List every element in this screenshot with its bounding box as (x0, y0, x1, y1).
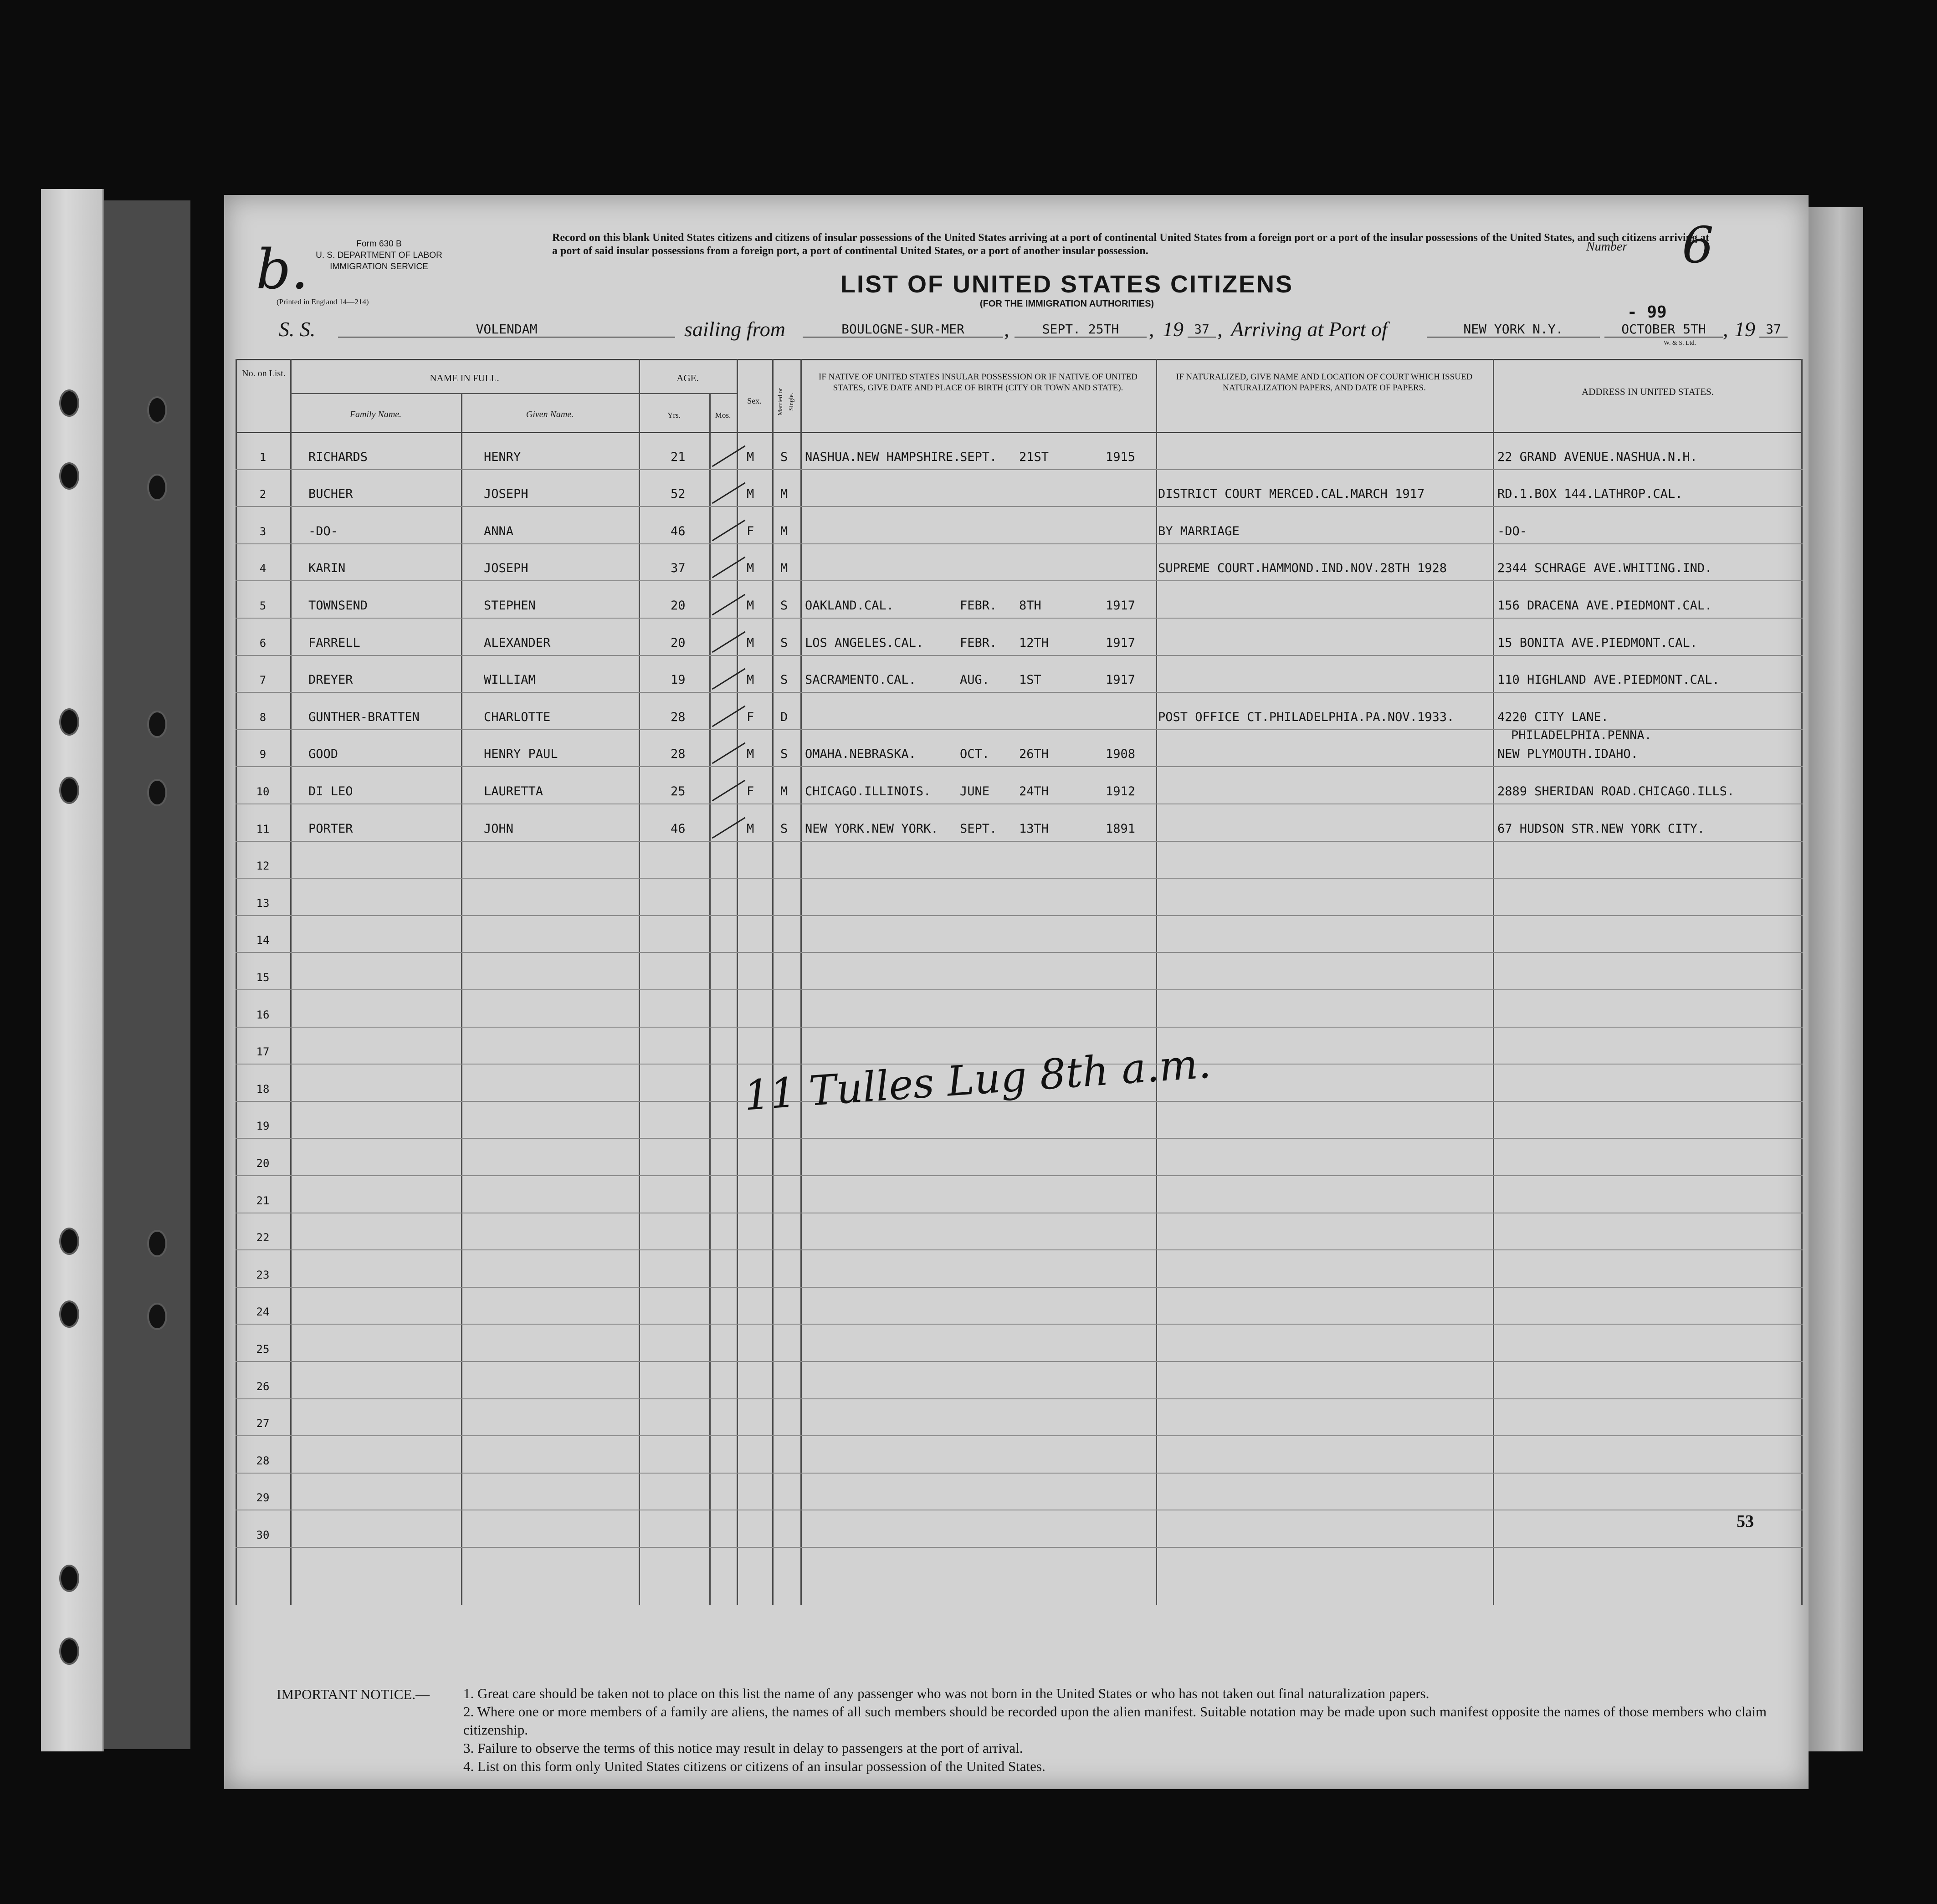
check-mark (712, 706, 746, 727)
birth-day-cell: 24TH (1019, 784, 1049, 798)
form-letter-mark: b. (256, 238, 308, 302)
address-cell: 15 BONITA AVE.PIEDMONT.CAL. (1497, 635, 1697, 650)
sex-cell: M (747, 450, 754, 464)
number-value: 6 (1682, 216, 1714, 274)
birth-month-cell: FEBR. (960, 599, 997, 613)
ss-label: S. S. (279, 317, 316, 341)
birth-day-cell: 21ST (1019, 450, 1049, 464)
sailing-from-label: sailing from (684, 317, 785, 341)
row-rule (236, 580, 1803, 581)
naturalization-cell: DISTRICT COURT MERCED.CAL.MARCH 1917 (1158, 487, 1425, 502)
row-number: 18 (256, 1082, 270, 1095)
birth-year-cell: 1917 (1106, 673, 1136, 687)
year-prefix: 19 (1734, 317, 1755, 341)
reference-number: - 99 (1627, 303, 1667, 322)
birth-day-cell: 26TH (1019, 747, 1049, 762)
given-name-cell: CHARLOTTE (484, 710, 551, 724)
address-cell: 156 DRACENA AVE.PIEDMONT.CAL. (1497, 599, 1712, 613)
row-number: 15 (256, 971, 270, 984)
address-cell: 2344 SCHRAGE AVE.WHITING.IND. (1497, 561, 1712, 576)
birth-place-cell: OMAHA.NEBRASKA. (805, 747, 916, 762)
binder-hole (147, 474, 167, 501)
check-mark (712, 520, 746, 542)
given-name-cell: ANNA (484, 524, 514, 538)
row-number: 13 (256, 896, 270, 910)
address-cell: 2889 SHERIDAN ROAD.CHICAGO.ILLS. (1497, 784, 1735, 798)
header-naturalized: IF NATURALIZED, GIVE NAME AND LOCATION OF COURT WHICH ISSUED NATURALIZATION PAPERS, AND DATE OF PAPERS. (1176, 372, 1473, 393)
row-number: 4 (259, 562, 266, 575)
birth-year-cell: 1912 (1106, 784, 1136, 798)
row-number: 9 (259, 748, 266, 761)
birth-place-cell: NASHUA.NEW HAMPSHIRE. (805, 450, 961, 464)
sex-cell: M (747, 673, 754, 687)
arrival-date: OCTOBER 5TH (1604, 322, 1723, 338)
birth-day-cell: 1ST (1019, 673, 1041, 687)
birth-month-cell: FEBR. (960, 635, 997, 650)
row-rule (236, 1324, 1803, 1325)
form-number: Form 630 B (356, 239, 402, 249)
family-name-cell: -DO- (308, 524, 338, 538)
row-number: 6 (259, 636, 266, 650)
family-name-cell: BUCHER (308, 487, 353, 502)
row-number: 20 (256, 1157, 270, 1170)
family-name-cell: DREYER (308, 673, 353, 687)
binder-hole (147, 1303, 167, 1330)
row-number: 7 (259, 674, 266, 687)
binder-hole (59, 389, 79, 417)
check-mark (712, 780, 746, 802)
header-mos: Mos. (715, 411, 731, 420)
naturalization-cell: POST OFFICE CT.PHILADELPHIA.PA.NOV.1933. (1158, 710, 1455, 724)
row-number: 26 (256, 1380, 270, 1393)
form-instruction: Record on this blank United States citizens and citizens of insular possessions of the United States arriving at a port of continental United States from a foreign port or a port of the insular possessions of the United States, and such citizens arriving at a port of said insular possessions from a foreign port, a port of continental United States, or a port of another insular possession. (552, 232, 1709, 257)
sex-cell: M (747, 821, 754, 836)
binder-hole (147, 711, 167, 738)
birth-place-cell: CHICAGO.ILLINOIS. (805, 784, 931, 798)
row-number: 23 (256, 1268, 270, 1281)
age-cell: 20 (671, 635, 686, 650)
sex-cell: M (747, 599, 754, 613)
page-number: 53 (1737, 1512, 1754, 1531)
row-rule (236, 1361, 1803, 1362)
row-number: 10 (256, 785, 270, 798)
given-name-cell: JOSEPH (484, 487, 528, 502)
row-number: 2 (259, 488, 266, 501)
address-cell: -DO- (1497, 524, 1527, 538)
printer-mark: W. & S. Ltd. (1664, 340, 1696, 347)
notice-item: 1. Great care should be taken not to place on this list the name of any passenger who was not born in the United States or who has not taken out final naturalization papers. (463, 1685, 1430, 1701)
given-name-cell: JOSEPH (484, 561, 528, 576)
birth-day-cell: 12TH (1019, 635, 1049, 650)
birth-place-cell: SACRAMENTO.CAL. (805, 673, 916, 687)
row-rule (236, 1287, 1803, 1288)
birth-day-cell: 13TH (1019, 821, 1049, 836)
binder-hole (147, 1230, 167, 1257)
sex-cell: F (747, 784, 754, 798)
binder-hole (59, 1228, 79, 1255)
marital-status-cell: S (780, 821, 788, 836)
check-mark (712, 557, 746, 578)
arrival-port: NEW YORK N.Y. (1427, 322, 1600, 338)
header-married-or-single: Married or Single. (777, 388, 795, 416)
row-number: 29 (256, 1491, 270, 1505)
family-name-cell: GUNTHER-BRATTEN (308, 710, 420, 724)
row-number: 21 (256, 1194, 270, 1207)
row-number: 5 (259, 599, 266, 612)
check-mark (712, 631, 746, 653)
row-rule (236, 1027, 1803, 1028)
row-rule (236, 1547, 1803, 1548)
header-family-name: Family Name. (349, 409, 402, 420)
marital-status-cell: M (780, 524, 788, 538)
row-number: 3 (259, 525, 266, 538)
marital-status-cell: M (780, 561, 788, 576)
marital-status-cell: S (780, 747, 788, 762)
family-name-cell: PORTER (308, 821, 353, 836)
row-number: 28 (256, 1454, 270, 1467)
check-mark (712, 668, 746, 690)
header-given-name: Given Name. (526, 409, 574, 420)
check-mark (712, 594, 746, 616)
row-number: 17 (256, 1045, 270, 1059)
address-cell: RD.1.BOX 144.LATHROP.CAL. (1497, 487, 1683, 502)
row-number: 12 (256, 860, 270, 873)
row-number: 19 (256, 1120, 270, 1133)
sex-cell: M (747, 747, 754, 762)
birth-month-cell: JUNE (960, 784, 990, 798)
given-name-cell: WILLIAM (484, 673, 536, 687)
birth-month-cell: SEPT. (960, 450, 997, 464)
row-number: 24 (256, 1305, 270, 1319)
printed-in-note: (Printed in England 14—214) (277, 297, 369, 306)
sex-cell: M (747, 561, 754, 576)
row-rule (236, 1175, 1803, 1176)
given-name-cell: ALEXANDER (484, 635, 551, 650)
address-cell: NEW PLYMOUTH.IDAHO. (1497, 747, 1638, 762)
age-cell: 21 (671, 450, 686, 464)
row-number: 8 (259, 711, 266, 724)
row-rule (236, 1249, 1803, 1250)
row-rule (236, 506, 1803, 507)
binder-hole (147, 396, 167, 424)
birth-year-cell: 1908 (1106, 747, 1136, 762)
departure-year: 37 (1188, 322, 1216, 338)
number-label: Number (1586, 240, 1628, 254)
birth-year-cell: 1915 (1106, 450, 1136, 464)
row-rule (236, 841, 1803, 842)
binder-hole (59, 1565, 79, 1592)
address-cell: PHILADELPHIA.PENNA. (1511, 728, 1652, 742)
notice-item: 3. Failure to observe the terms of this notice may result in delay to passengers at the port of arrival. (463, 1740, 1023, 1756)
marital-status-cell: M (780, 784, 788, 798)
check-mark (712, 742, 746, 764)
binder-hole (59, 1300, 79, 1328)
header-native: IF NATIVE OF UNITED STATES INSULAR POSSESSION OR IF NATIVE OF UNITED STATES, GIVE DATE AND PLACE OF BIRTH (CITY OR TOWN AND STATE). (819, 372, 1138, 393)
arriving-label: Arriving at Port of (1231, 317, 1388, 341)
notice-items (463, 1684, 1812, 1776)
marital-status-cell: D (780, 710, 788, 724)
given-name-cell: HENRY PAUL (484, 747, 558, 762)
row-rule (236, 1101, 1803, 1102)
form-meta (279, 238, 479, 272)
marital-status-cell: M (780, 487, 788, 502)
form-department: U. S. DEPARTMENT OF LABOR (316, 251, 442, 260)
form-page: b. Form 630 B U. S. DEPARTMENT OF LABOR IMMIGRATION SERVICE (Printed in England 14—214) Record on this blank United States citizens and citizens of insular possessions of the United States arriving at a port of continental United States from a foreign port or a port of the insular possessions of the United States, and such citizens arriving at a port of said insular possessions from a foreign port, a port of continental United States, or a port of another insular possession. Number 6 LIST OF UNITED STATES CITIZENS (FOR THE IMMIGRATION AUTHORITIES) S. S. VOLENDAM sailing from BOULOGNE-SUR-MER , SEPT. 25TH , 19 37 , Arriving at Port of NEW YORK N.Y. OCTOBER 5TH , 19 37 - 99 W. & S. Ltd. No. on List. NAME IN FULL. Family Name. Given Name. AGE. Yrs. Mos. Sex. Married or Single. IF NATIVE OF UNITED STATES INSULAR POSSESSION OR IF NATIVE OF UNITED STATES, GIVE DATE AND PLACE OF BIRTH (CITY OR TOWN AND STATE). IF NATURALIZED, GIVE NAME AND LOCATION OF COURT WHICH ISSUED NATURALIZATION PAPERS, AND DATE OF PAPERS. ADDRESS IN UNITED STATES. 1 RICHARDS HENRY 21 M S NASHUA.NEW HAMPSHIRE. SEPT. 21ST 1915 22 GRAND AVENUE.NASHUA.N.H. 2 BUCHER JOSEPH 52 M M DISTRICT COURT MERCED.CAL.MARCH 1917 RD.1.BOX 144.LATHROP.CAL. 3 -DO- ANNA 46 F M BY MARRIAGE -DO- 4 KARIN JOSEPH 37 M M SUPREME COURT.HAMMOND.IND.NOV.28TH 1928 2344 SCHRAGE AVE.WHITING.IND. 5 TOWNSEND STEPHEN 20 M S OAKLAND.CAL. FEBR. 8TH 1917 156 DRACENA AVE.PIEDMONT.CAL. 6 FARRELL ALEXANDER 20 M S LOS ANGELES.CAL. FEBR. 12TH 1917 15 BONITA AVE.PIEDMONT.CAL. 7 DREYER WILLIAM 19 M S SACRAMENTO.CAL. AUG. 1ST 1917 110 HIGHLAND AVE.PIEDMONT.CAL. 8 GUNTHER-BRATTEN CHARLOTTE 28 F D POST OFFICE CT.PHILADELPHIA.PA.NOV.1933. 4220 CITY LANE. PHILADELPHIA.PENNA. 9 GOOD HENRY PAUL 28 M S OMAHA.NEBRASKA. OCT. 26TH 1908 NEW PLYMOUTH.IDAHO. 10 DI LEO LAURETTA 25 F M CHICAGO.ILLINOIS. JUNE 24TH 1912 2889 SHERIDAN ROAD.CHICAGO.ILLS. 11 PORTER JOHN 46 M S NEW YORK.NEW YORK. SEPT. 13TH 1891 67 HUDSON STR.NEW YORK CITY. 12 13 14 15 16 17 18 19 20 21 22 23 24 25 26 27 28 29 30 11 Tulles Lug 8th a.m. 53 IMPORTANT NOTICE.— 1. Great care should be taken not to place on this list the name of any passenger who was not born in the United States or who has not taken out final naturalization papers. 2. Where one or more members of a family are aliens, the names of all such members should be recorded upon the alien manifest. Suitable notation may be made upon such manifest opposite the names of those members who claim citizenship. 3. Failure to observe the terms of this notice may result in delay to passengers at the port of arrival. 4. List on this form only United States citizens or citizens of an insular possession of the United States. (224, 195, 1809, 1789)
header-age: AGE. (676, 373, 699, 384)
header-yrs: Yrs. (667, 411, 681, 420)
row-number: 25 (256, 1343, 270, 1356)
departure-port: BOULOGNE-SUR-MER (803, 322, 1003, 338)
row-rule (236, 915, 1803, 916)
binder-hole (59, 708, 79, 736)
age-cell: 20 (671, 599, 686, 613)
sex-cell: M (747, 487, 754, 502)
age-cell: 46 (671, 524, 686, 538)
form-service: IMMIGRATION SERVICE (330, 262, 428, 271)
age-cell: 52 (671, 487, 686, 502)
check-mark (712, 817, 746, 839)
header-address: ADDRESS IN UNITED STATES. (1582, 386, 1714, 397)
row-number: 11 (256, 822, 270, 835)
row-rule (236, 618, 1803, 619)
row-rule (236, 989, 1803, 990)
birth-place-cell: OAKLAND.CAL. (805, 599, 894, 613)
row-number: 30 (256, 1529, 270, 1541)
given-name-cell: LAURETTA (484, 784, 543, 798)
birth-day-cell: 8TH (1019, 599, 1041, 613)
year-prefix: 19 (1163, 317, 1184, 341)
family-name-cell: KARIN (308, 561, 346, 576)
row-rule (236, 543, 1803, 544)
given-name-cell: JOHN (484, 821, 514, 836)
family-name-cell: RICHARDS (308, 450, 368, 464)
marital-status-cell: S (780, 635, 788, 650)
address-cell: 4220 CITY LANE. (1497, 710, 1609, 724)
row-rule (236, 878, 1803, 879)
family-name-cell: GOOD (308, 747, 338, 762)
given-name-cell: HENRY (484, 450, 521, 464)
row-rule (236, 469, 1803, 470)
family-name-cell: FARRELL (308, 635, 360, 650)
row-number: 22 (256, 1231, 270, 1244)
birth-year-cell: 1891 (1106, 821, 1136, 836)
row-number: 1 (259, 450, 266, 464)
given-name-cell: STEPHEN (484, 599, 536, 613)
age-cell: 28 (671, 747, 686, 762)
row-rule (236, 1435, 1803, 1436)
ship-name: VOLENDAM (338, 322, 675, 338)
row-number: 27 (256, 1417, 270, 1430)
header-name-in-full: NAME IN FULL. (430, 373, 499, 384)
address-cell: 110 HIGHLAND AVE.PIEDMONT.CAL. (1497, 673, 1720, 687)
naturalization-cell: SUPREME COURT.HAMMOND.IND.NOV.28TH 1928 (1158, 561, 1447, 576)
manifest-table (236, 359, 1803, 1612)
row-rule (236, 1398, 1803, 1399)
family-name-cell: TOWNSEND (308, 599, 368, 613)
age-cell: 37 (671, 561, 686, 576)
age-cell: 46 (671, 821, 686, 836)
row-number: 16 (256, 1008, 270, 1021)
row-rule (236, 655, 1803, 656)
binder-hole (59, 462, 79, 490)
row-rule (236, 952, 1803, 953)
check-mark (712, 482, 746, 504)
age-cell: 19 (671, 673, 686, 687)
birth-place-cell: LOS ANGELES.CAL. (805, 635, 924, 650)
age-cell: 28 (671, 710, 686, 724)
naturalization-cell: BY MARRIAGE (1158, 524, 1240, 538)
form-title: LIST OF UNITED STATES CITIZENS (840, 271, 1293, 298)
binder-hole (147, 779, 167, 806)
check-mark (712, 445, 746, 467)
row-rule (236, 692, 1803, 693)
row-number: 14 (256, 934, 270, 947)
notice-title: IMPORTANT NOTICE.— (277, 1686, 430, 1702)
marital-status-cell: S (780, 673, 788, 687)
row-rule (236, 1473, 1803, 1474)
birth-year-cell: 1917 (1106, 635, 1136, 650)
back-sheet-left (104, 200, 190, 1749)
form-subtitle: (FOR THE IMMIGRATION AUTHORITIES) (979, 299, 1154, 309)
age-cell: 25 (671, 784, 686, 798)
sex-cell: F (747, 524, 754, 538)
handwritten-note: 11 Tulles Lug 8th a.m. (742, 1039, 1213, 1120)
binder-hole (59, 777, 79, 804)
notice-item: 2. Where one or more members of a family are aliens, the names of all such members should be recorded upon the alien manifest. Suitable notation may be made upon such manifest opposite the names of those members who claim citizenship. (463, 1704, 1767, 1738)
binder-strip (41, 189, 104, 1751)
row-rule (236, 766, 1803, 767)
birth-place-cell: NEW YORK.NEW YORK. (805, 821, 938, 836)
row-rule (236, 1138, 1803, 1139)
birth-year-cell: 1917 (1106, 599, 1136, 613)
family-name-cell: DI LEO (308, 784, 353, 798)
departure-date: SEPT. 25TH (1015, 322, 1147, 338)
marital-status-cell: S (780, 450, 788, 464)
birth-month-cell: AUG. (960, 673, 990, 687)
binder-hole (59, 1638, 79, 1665)
sex-cell: F (747, 710, 754, 724)
notice-item: 4. List on this form only United States citizens or citizens of an insular possession of the United States. (463, 1758, 1045, 1774)
address-cell: 22 GRAND AVENUE.NASHUA.N.H. (1497, 450, 1697, 464)
back-sheet-right (1804, 207, 1863, 1751)
sex-cell: M (747, 635, 754, 650)
header-no-on-list: No. on List. (242, 369, 286, 379)
header-sex: Sex. (747, 396, 762, 405)
birth-month-cell: OCT. (960, 747, 990, 762)
marital-status-cell: S (780, 599, 788, 613)
birth-month-cell: SEPT. (960, 821, 997, 836)
address-cell: 67 HUDSON STR.NEW YORK CITY. (1497, 821, 1705, 836)
arrival-year: 37 (1759, 322, 1788, 338)
